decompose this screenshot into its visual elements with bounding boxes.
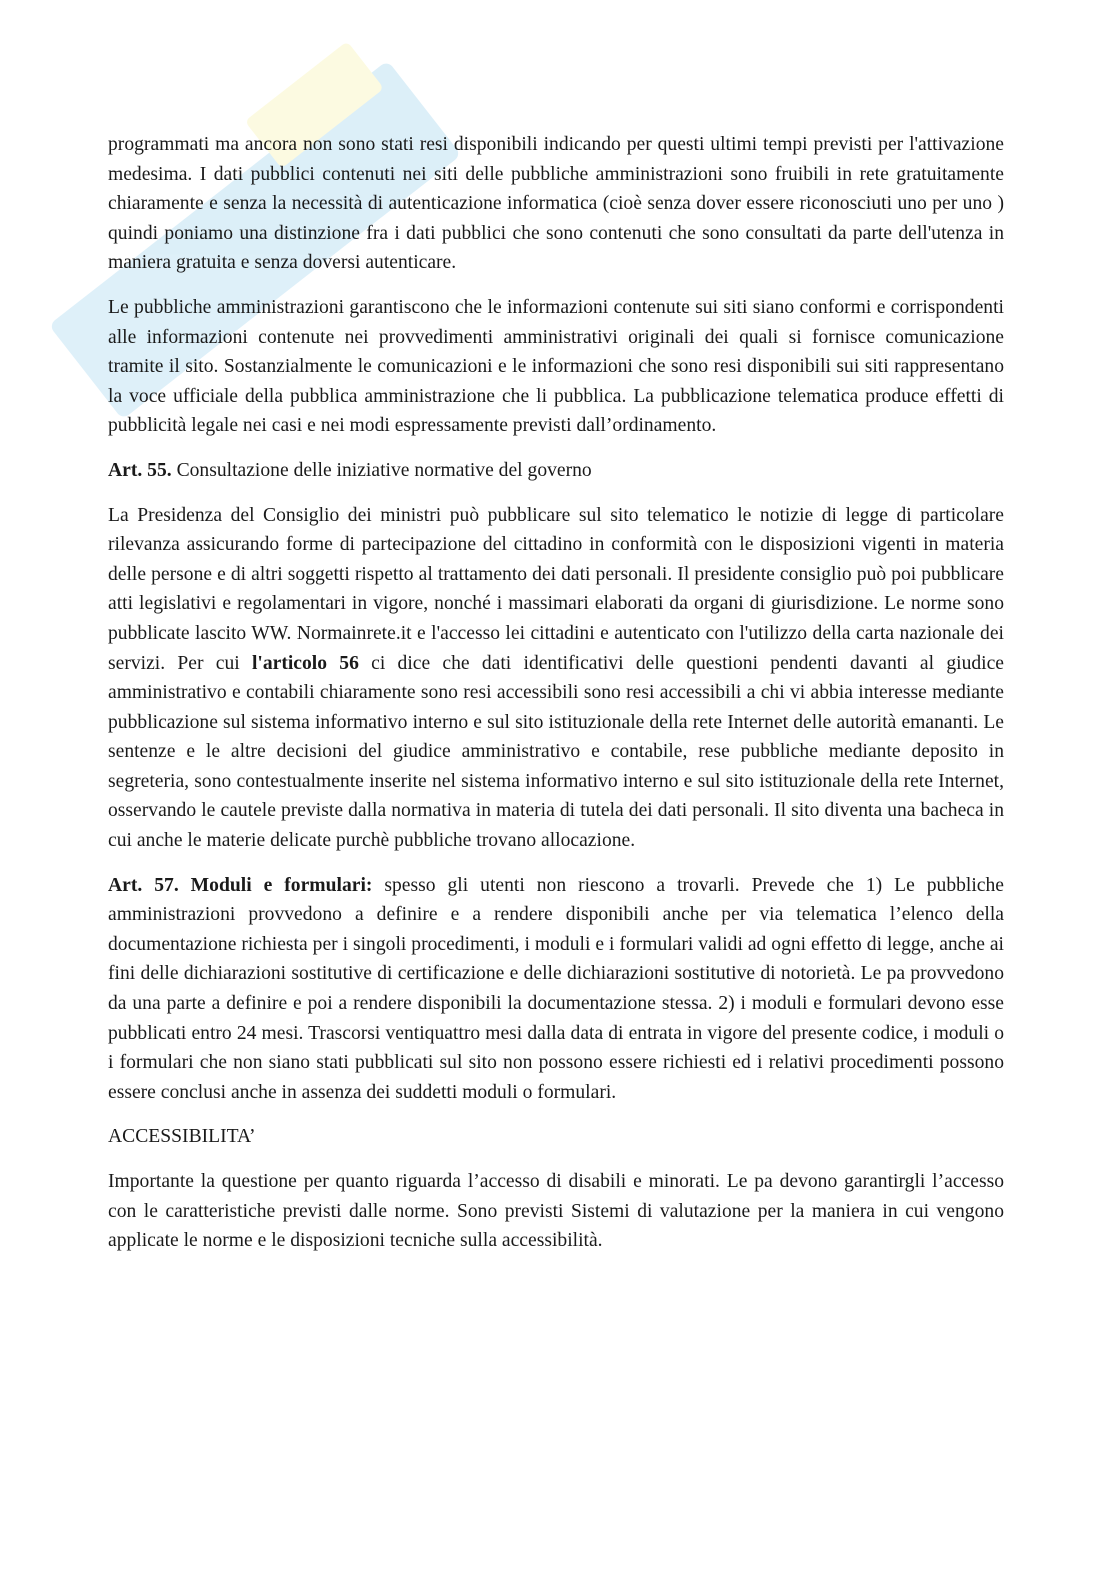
article-57-text: spesso gli utenti non riescono a trovarli. Prevede che 1) Le pubbliche amministrazioni provvedono a definire e a rendere disponibili anche per via telematica l’elenco della documentazione richiesta per i singoli procedimenti, i moduli e i formulari validi ad ogni effetto di legge, anche ai fini delle dichiarazioni sostitutive di certificazione e delle dichiarazioni sostitutive di notorietà. Le pa provvedono da una parte a definire e poi a rendere disponibili la documentazione stessa. 2) i moduli e formulari devono esse pubblicati entro 24 mesi. Trascorsi ventiquattro mesi dalla data di entrata in vigore del presente codice, i moduli o i formulari che non siano stati pubblicati sul sito non possono essere richiesti ed i relativi procedimenti possono essere conclusi anche in assenza dei suddetti moduli o formulari. [108, 874, 1004, 1103]
accessibilita-heading: ACCESSIBILITA’ [108, 1126, 256, 1148]
paragraph-presidenza-text-b: ci dice che dati identificativi delle questioni pendenti davanti al giudice amministrativo e contabili chiaramente sono resi accessibili sono resi accessibili a chi vi abbia interesse mediante pubblicazione sul sistema informativo interno e sul sito istituzionale della rete Internet delle autorità emananti. Le sentenze e le altre decisioni del giudice amministrativo e contabile, rese pubbliche mediante deposito in segreteria, sono contestualmente inserite nel sistema informativo interno e sul sito istituzionale della rete Internet, osservando le cautele previste dalla normativa in materia di tutela dei dati personali. Il sito diventa una bacheca in cui anche le materie delicate purchè pubbliche trovano allocazione. [108, 652, 1004, 852]
paragraph-accessibilita: Importante la questione per quanto riguarda l’accesso di disabili e minorati. Le pa devono garantirgli l’accesso con le caratteristiche previsti dalle norme. Sono previsti Sistemi di valutazione per la maniera in cui vengono applicate le norme e le disposizioni tecniche sulla accessibilità. [108, 1171, 1004, 1252]
article-56-reference: l'articolo 56 [251, 652, 359, 674]
paragraph-article-57 [108, 871, 1004, 1108]
document-page [108, 130, 1004, 1271]
article-57-label: Art. 57. Moduli e formulari: [108, 874, 373, 896]
article-55-label: Art. 55. [108, 459, 172, 481]
article-55-title: Consultazione delle iniziative normative del governo [171, 459, 592, 481]
article-55-heading [108, 456, 1004, 486]
paragraph-dati-pubblici: programmati ma ancora non sono stati resi disponibili indicando per questi ultimi tempi previsti per l'attivazione medesima. I dati pubblici contenuti nei siti delle pubbliche amministrazioni sono fruibili in rete gratuitamente chiaramente e senza la necessità di autenticazione informatica (cioè senza dover essere riconosciuti uno per uno ) quindi poniamo una distinzione fra i dati pubblici che sono contenuti che sono consultati da parte dell'utenza in maniera gratuita e senza doversi autenticare. [108, 134, 1004, 274]
paragraph-informazioni-conformi: Le pubbliche amministrazioni garantiscono che le informazioni contenute sui siti siano conformi e corrispondenti alle informazioni contenute nei provvedimenti amministrativi originali dei quali si fornisce comunicazione tramite il sito. Sostanzialmente le comunicazioni e le informazioni che sono resi disponibili sui siti rappresentano la voce ufficiale della pubblica amministrazione che li pubblica. La pubblicazione telematica produce effetti di pubblicità legale nei casi e nei modi espressamente previsti dall’ordinamento. [108, 296, 1004, 437]
paragraph-presidenza-consiglio [108, 501, 1004, 856]
paragraph-presidenza-text-a: La Presidenza del Consiglio dei ministri può pubblicare sul sito telematico le notizie di legge di particolare rilevanza assicurando forme di partecipazione del cittadino in conformità con le disposizioni vigenti in materia delle persone e di altri soggetti rispetto al trattamento dei dati personali. Il presidente consiglio può poi pubblicare atti legislativi e regolamentari in vigore, nonché i massimari elaborati da organi di giurisdizione. Le norme sono pubblicate lascito WW. Normainrete.it e l'accesso lei cittadini e autenticato con l'utilizzo della carta nazionale dei servizi. Per cui [108, 504, 1004, 674]
